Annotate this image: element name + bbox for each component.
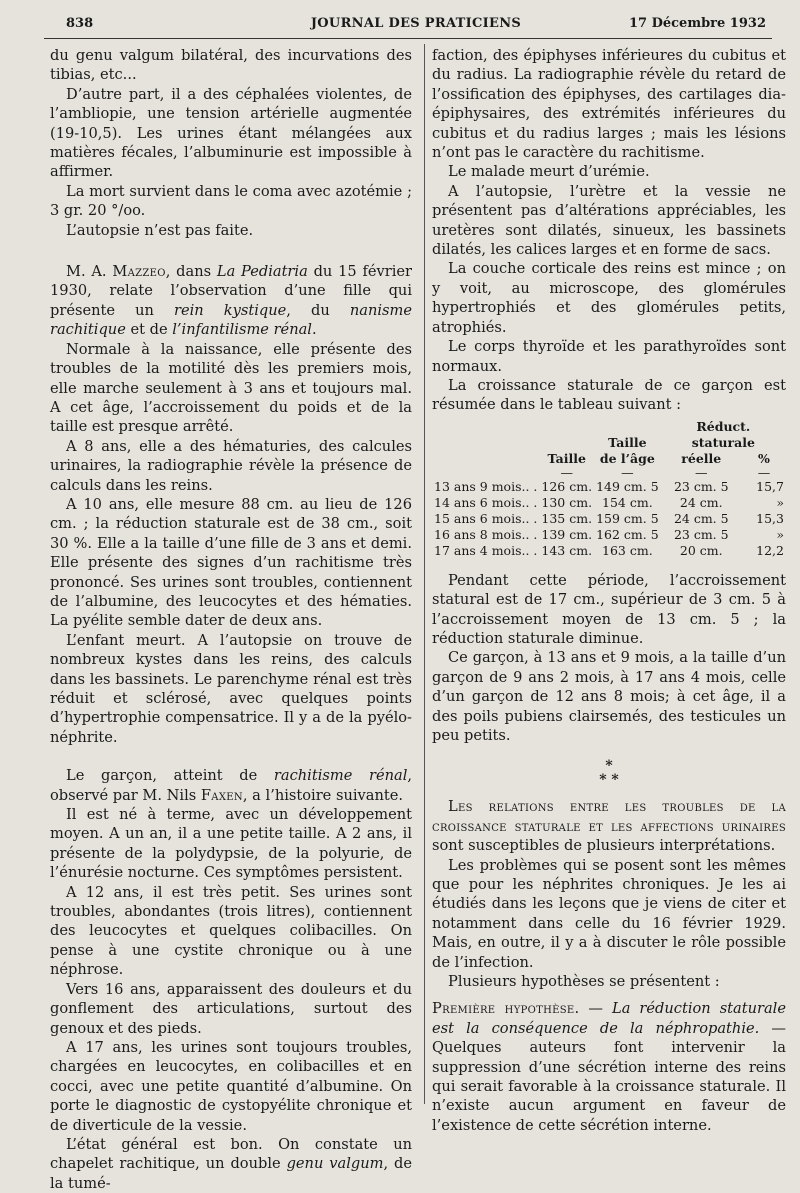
col-header: % [757,450,770,466]
paragraph: A 12 ans, il est très petit. Ses urines sont troubles, abondantes (trois litres), contiennent des leucocytes et quelques colibacilles. On pense à une cystite chronique ou à une néphrose. [50,883,412,979]
reduction-cell: 24 cm. [679,494,723,510]
text-run: sont susceptibles de plusieurs interprétations. [432,837,776,855]
text-run: et de [130,321,168,339]
dash: — [695,464,708,480]
paragraph: A 8 ans, elle a des hématuries, des calcules urinaires, la radiographie révèle la présence de calculs dans les reins. [50,437,412,494]
text-run: du 15 février 1930, relate l’observation d’une fille qui présente un [50,263,413,319]
text-run: , du [286,301,330,319]
text-run: — Quelques auteurs font intervenir la suppression d’une sécrétion interne des reins qui serait favorable à la croissance staturale. Il n’existe aucun argument en faveur de l’existence de cette sécrétion interne. [432,1019,786,1134]
percent-cell: 15,7 [756,478,784,494]
height-cell: 139 cm. [541,526,593,542]
paragraph: L’autopsie n’est pas faite. [66,221,254,239]
section-separator [432,759,786,787]
journal-title: JOURNAL DES PRATICIENS [310,16,522,31]
text-run: L’état général est bon. On constate un chapelet rachitique, un double [50,1135,412,1173]
reduction-cell: 23 cm. 5 [673,478,729,494]
mazzeo-paragraph [50,262,412,340]
dash: — [757,464,771,480]
age-cell: 14 ans 6 mois.. . [434,494,538,510]
page-number: 838 [66,16,94,31]
paragraph: Plusieurs hypothèses se présentent : [448,973,720,991]
paragraph: faction, des épiphyses inférieures du cubitus et du radius. La radiographie révèle du retard de l’ossification des épiphyses, des cartilages dia-épiphysaires, des extrémités inférieures du cubitus et du radius larges ; mais les lésions n’ont pas le caractère du rachitisme. [432,47,786,162]
age-height-cell: 149 cm. 5 [596,478,659,494]
reduction-cell: 20 cm. [679,542,723,558]
author-initials: M. A. [66,263,107,281]
col-header: Réduct. staturale [691,418,755,450]
page-header [66,16,766,38]
italic-term: l’infantilisme rénal [172,321,312,339]
paragraph: Le corps thyroïde et les parathyroïdes sont normaux. [432,338,786,375]
age-cell: 17 ans 4 mois.. . [434,542,538,558]
paragraph: Le malade meurt d’urémie. [448,163,650,181]
percent-cell: 12,2 [756,542,784,558]
dash: — [560,464,573,480]
column-divider [424,44,425,1104]
paragraph: A 17 ans, les urines sont toujours troubles, chargées en leucocytes, en colibacilles et en cocci, avec une petite quantité d’albumine. On porte le diagnostic de cystopyélite chronique et de diverticule de la vessie. [50,1038,412,1134]
paragraph: Normale à la naissance, elle présente des troubles de la motilité dès les premiers mois, elle marche seulement à 3 ans et toujours mal. A cet âge, l’accroissement du poids et de la taille est presque arrêté. [50,340,412,436]
right-column [432,46,786,1135]
reduction-cell: 24 cm. 5 [673,510,729,526]
text-run: , dans [165,263,212,281]
left-column [50,46,412,1193]
text-run: Le garçon, atteint de [66,767,258,785]
italic-term: rachitisme rénal [273,767,408,785]
text-run: , a l’histoire suivante. [242,786,403,804]
text-run: — [579,1000,613,1018]
journal-citation: La Pediatria [216,263,308,281]
paragraph: La croissance staturale de ce garçon est résumée dans le tableau suivant : [432,376,786,414]
percent-cell: 15,3 [756,510,784,526]
asterism-top: * [605,758,613,775]
paragraph: du genu valgum bilatéral, des incurvations des tibias, etc... [50,47,412,84]
paragraph [432,797,786,855]
growth-table [432,419,786,559]
age-cell: 13 ans 9 mois.. . [434,478,538,494]
faxen-paragraph [50,766,412,805]
author-name: Mazzeo [112,263,166,281]
hypothesis-paragraph [432,999,786,1135]
table-row [432,511,786,527]
paragraph: La couche corticale des reins est mince ; on y voit, au microscope, des glomérules hypertrophiés et des glomérules petits, atrophiés. [432,260,786,336]
italic-term: nanisme rachitique [50,301,413,339]
paragraph: A 10 ans, elle mesure 88 cm. au lieu de 126 cm. ; la réduction staturale est de 38 cm., soit 30 %. Elle a la taille d’une fille de 3 ans et demi. Elle présente des signes d’un rachitisme très prononcé. Ses urines sont troubles, contiennent de l’albumine, des leucocytes et des hématies. La pyélite semble dater de deux ans. [50,495,412,630]
text-run: . [311,321,317,339]
percent-cell: » [776,494,784,510]
text-run: , observé par M. Nils [50,767,413,804]
paragraph: L’enfant meurt. A l’autopsie on trouve de nombreux kystes dans les reins, des calculs dans les bassinets. Le parenchyme rénal est très réduit et sclérosé, avec quelques points d’hypertrophie compensatrice. Il y a de la pyélo-néphrite. [50,631,412,746]
dash: — [621,464,634,480]
author-name: Faxen [200,786,243,804]
italic-term: rein kystique [174,301,287,319]
reduction-cell: 23 cm. 5 [673,526,729,542]
paragraph: Pendant cette période, l’accroissement statural est de 17 cm., supérieur de 3 cm. 5 à l’accroissement moyen de 13 cm. 5 ; la réduction staturale diminue. [432,571,786,647]
table-row [432,527,786,543]
height-cell: 135 cm. [541,510,593,526]
age-height-cell: 154 cm. [602,494,653,510]
paragraph: Il est né à terme, avec un développement moyen. A un an, il a une petite taille. A 2 ans, il présente de la polydypsie, de la polyurie, de l’énurésie nocturne. Ces symptômes persistent. [50,806,412,882]
hypothesis-label: Première hypothèse. [432,1000,580,1018]
hypothesis-title: La réduction staturale est la conséquence de la néphropathie. [432,1000,786,1037]
paragraph: Les problèmes qui se posent sont les mêmes que pour les néphrites chroniques. Je les ai étudiés dans les leçons que je viens de citer et notamment dans celle du 16 février 1929. Mais, en outre, il y a à discuter le rôle possible de l’infection. [432,856,786,971]
age-height-cell: 162 cm. 5 [596,526,659,542]
height-cell: 130 cm. [541,494,593,510]
paragraph [50,1135,412,1193]
percent-cell: » [776,526,784,542]
paragraph: D’autre part, il a des céphalées violentes, de l’ambliopie, une tension artérielle augmentée (19-10,5). Les urines étant mélangées aux matières fécales, l’albuminurie est impossible à affirmer. [50,85,412,181]
height-cell: 143 cm. [541,542,593,558]
age-cell: 16 ans 8 mois.. . [434,526,538,542]
col-header: Taille [547,450,586,466]
age-height-cell: 163 cm. [602,542,653,558]
col-header: réelle [681,450,722,466]
paragraph: A l’autopsie, l’urètre et la vessie ne présentent pas d’altérations appréciables, les uretères sont dilatés, sinueux, les bassinets dilatés, les calices larges et en forme de sacs. [432,182,786,259]
table-row [432,479,786,495]
age-cell: 15 ans 6 mois.. . [434,510,538,526]
paragraph: Ce garçon, à 13 ans et 9 mois, a la taille d’un garçon de 9 ans 2 mois, à 17 ans 4 mois, celle d’un garçon de 12 ans 8 mois; à cet âge, il a des poils pubiens clairsemés, des testicules un peu petits. [432,649,786,744]
italic-term: genu valgum [286,1155,384,1173]
paragraph: Vers 16 ans, apparaissent des douleurs et du gonflement des articulations, surtout des genoux et des pieds. [50,980,412,1037]
table-row [432,543,786,559]
age-height-cell: 159 cm. 5 [596,510,659,526]
section-lead: Les relations entre les troubles de la croissance staturale et les affections urinaires [432,798,786,835]
table-row [432,495,786,511]
text-run: , de la tumé- [50,1155,413,1192]
asterism-bottom: * * [599,772,619,789]
col-header: de l’âge [599,450,655,466]
col-header: Taille [608,434,647,450]
paragraph: La mort survient dans le coma avec azotémie ; 3 gr. 20 °/oo. [50,182,412,220]
height-cell: 126 cm. [541,478,593,494]
issue-date: 17 Décembre 1932 [628,16,766,31]
header-rule [44,38,772,39]
